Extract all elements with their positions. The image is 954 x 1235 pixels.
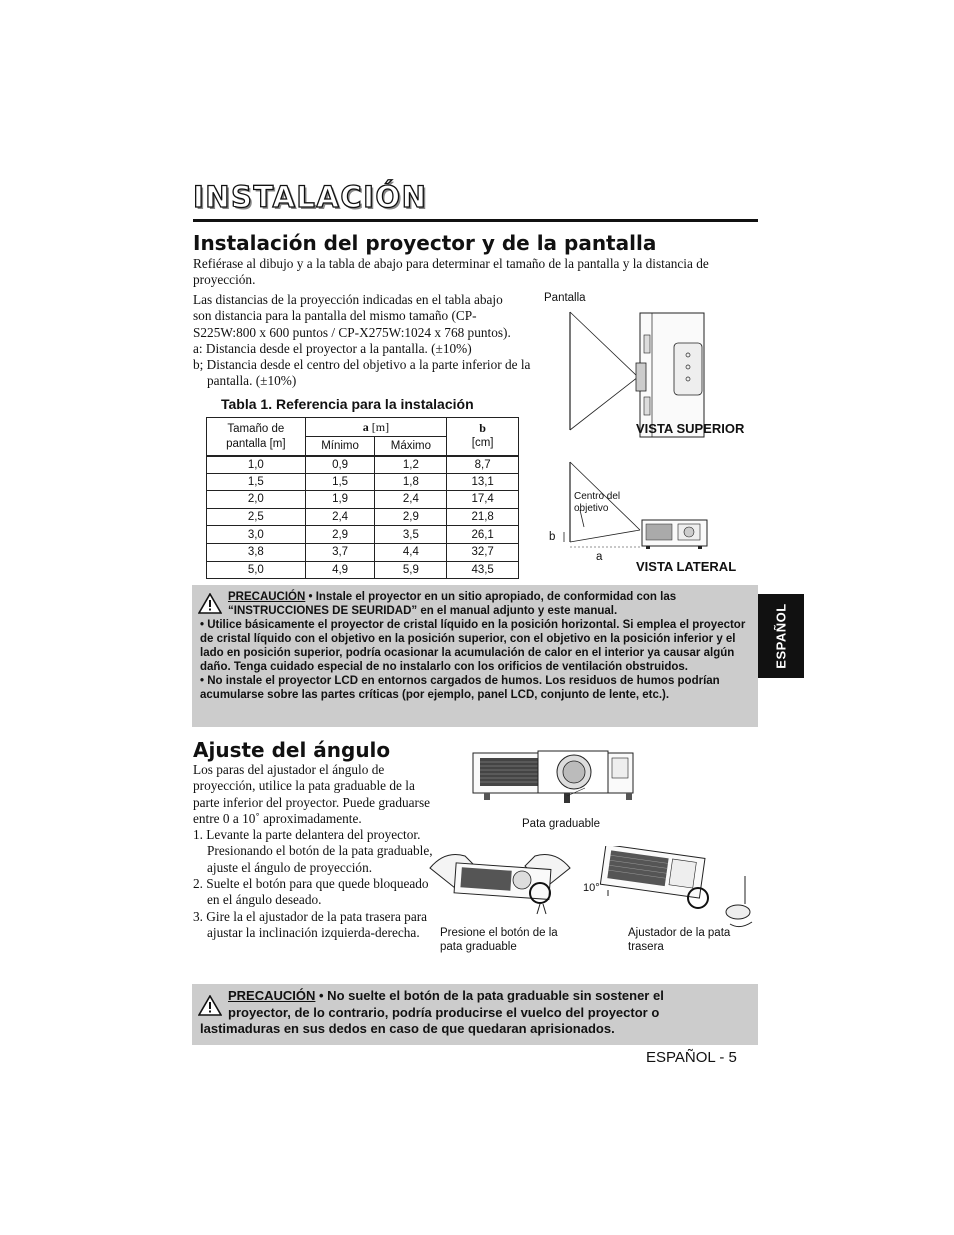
installation-reference-table [206, 417, 519, 579]
angle-step: 3. Gire la el ajustador de la pata trasera para ajustar la inclinación izquierda-derecha. [193, 908, 428, 940]
caution-bullet: • No instale el proyector LCD en entornos cargados de humos. Los residuos de humos podrían acumularse sobre las partes críticas (por ejemplo, panel LCD, conjunto de lente, etc.). [200, 675, 720, 701]
table-cell: 8,7 [447, 456, 519, 474]
table-cell: 2,4 [375, 491, 447, 509]
header-min: Mínimo [305, 437, 375, 456]
caution-label: PRECAUCIÓN [228, 591, 306, 603]
table-cell: 2,5 [207, 508, 306, 526]
table-cell: 32,7 [447, 543, 519, 561]
label-ten-degrees: 10° [583, 882, 600, 894]
language-tab-label: ESPAÑOL [773, 603, 789, 669]
table-row [207, 456, 519, 474]
label-centro-del: Centro del [574, 491, 621, 502]
projector-front-illustration [470, 748, 640, 806]
page-title: INSTALACIÓN [193, 180, 428, 214]
table-row [207, 508, 519, 526]
table-cell: 3,8 [207, 543, 306, 561]
tilted-projector-illustration [580, 846, 760, 936]
table-cell: 43,5 [447, 561, 519, 579]
label-objetivo: objetivo [574, 503, 609, 514]
label-ajustador-pata: Ajustador de la pata trasera [628, 927, 731, 953]
table-cell: 1,8 [375, 473, 447, 491]
para-line: S225W:800 x 600 puntos / CP-X275W:1024 x 768 puntos). [193, 324, 511, 340]
caution-line: proyector, de lo contrario, podría producirse el vuelco del proyector o [228, 1004, 660, 1020]
table-row [207, 526, 519, 544]
table-cell: 1,2 [375, 456, 447, 474]
caution-bullet: • Utilice básicamente el proyector de cristal líquido en la posición horizontal. Si emplea el proyector de cristal líquido con el objetivo en la posición superior, con el objetivo en la posición inferior y el lado en posición superior, podría ocasionar la acumulación de calor en el interior ya causar algún daño. Tenga cuidado especial de no instalarlo con los orificios de ventilación obstruidos. [200, 619, 746, 673]
table-cell: 2,4 [305, 508, 375, 526]
angle-intro: Los paras del ajustador el ángulo de proyección, utilice la pata graduable de la parte inferior del proyector. Puede graduarse entre 0 a 10˚ aproximadamente. [193, 762, 431, 826]
label-vista-lateral: VISTA LATERAL [636, 559, 737, 574]
label-presione-boton: Presione el botón de la pata graduable [440, 927, 558, 953]
table-cell: 2,0 [207, 491, 306, 509]
section-heading-angle: Ajuste del ángulo [193, 738, 391, 762]
caution-box-angle [192, 984, 758, 1045]
section-heading-installation: Instalación del proyector y de la pantalla [193, 231, 657, 255]
definition-b: b; Distancia desde el centro del objetivo a la parte inferior de la pantalla. (±10%) [193, 357, 531, 389]
press-button-illustration [425, 848, 575, 918]
table-cell: 4,4 [375, 543, 447, 561]
table-cell: 21,8 [447, 508, 519, 526]
table-cell: 2,9 [305, 526, 375, 544]
table-row [207, 491, 519, 509]
table-cell: 3,5 [375, 526, 447, 544]
header-b: b [cm] [447, 418, 519, 456]
table-cell: 3,7 [305, 543, 375, 561]
para-line: Las distancias de la proyección indicadas en el tabla abajo [193, 292, 503, 307]
header-max: Máximo [375, 437, 447, 456]
table-cell: 1,9 [305, 491, 375, 509]
caution-text [200, 988, 755, 1038]
label-pata-graduable: Pata graduable [522, 818, 601, 830]
header-a: a [m] [305, 418, 447, 437]
table-row [207, 561, 519, 579]
table-cell: 0,9 [305, 456, 375, 474]
caution-text [200, 590, 752, 702]
para-line: son distancia para la pantalla del mismo tamaño (CP- [193, 308, 477, 324]
caution-line: lastimaduras en sus dedos en caso de que quedaran aprisionados. [200, 1021, 615, 1036]
top-view-diagram [570, 312, 704, 437]
distances-paragraph [193, 292, 538, 390]
angle-step: 2. Suelte el botón para que quede bloqueado en el ángulo deseado. [193, 876, 429, 908]
caution-line: • Instale el proyector en un sitio apropiado, de conformidad con las [305, 591, 677, 603]
table-cell: 3,0 [207, 526, 306, 544]
caution-label: PRECAUCIÓN [228, 988, 316, 1003]
table-cell: 5,0 [207, 561, 306, 579]
table-cell: 26,1 [447, 526, 519, 544]
table-caption: Tabla 1. Referencia para la instalación [221, 396, 474, 412]
table-row [207, 543, 519, 561]
table-cell: 1,5 [305, 473, 375, 491]
page-footer: ESPAÑOL - 5 [646, 1049, 737, 1066]
label-pantalla: Pantalla [544, 292, 586, 304]
label-b: b [549, 531, 556, 543]
definition-a: a: Distancia desde el proyector a la pantalla. (±10%) [193, 340, 472, 356]
table-cell: 4,9 [305, 561, 375, 579]
label-a: a [596, 551, 603, 563]
table-cell: 17,4 [447, 491, 519, 509]
caution-line: • No suelte el botón de la pata graduable sin sostener el [315, 988, 664, 1003]
language-tab [758, 594, 804, 678]
table-cell: 13,1 [447, 473, 519, 491]
table-cell: 1,5 [207, 473, 306, 491]
caution-box-installation [192, 585, 758, 727]
title-rule [193, 219, 758, 222]
table-cell: 5,9 [375, 561, 447, 579]
section-intro: Refiérase al dibujo y a la tabla de abajo para determinar el tamaño de la pantalla y la distancia de proyección. [193, 256, 709, 288]
header-screen-size: Tamaño de pantalla [m] [207, 418, 306, 456]
table-row [207, 473, 519, 491]
table-cell: 2,9 [375, 508, 447, 526]
caution-line: “INSTRUCCIONES DE SEURIDAD” en el manual adjunto y este manual. [228, 605, 618, 617]
angle-text [193, 762, 433, 941]
angle-step: 1. Levante la parte delantera del proyector. Presionando el botón de la pata graduable, ajuste el ángulo de proyección. [193, 827, 433, 875]
label-centro-objetivo [574, 491, 620, 515]
label-vista-superior: VISTA SUPERIOR [636, 421, 745, 436]
table-cell: 1,0 [207, 456, 306, 474]
